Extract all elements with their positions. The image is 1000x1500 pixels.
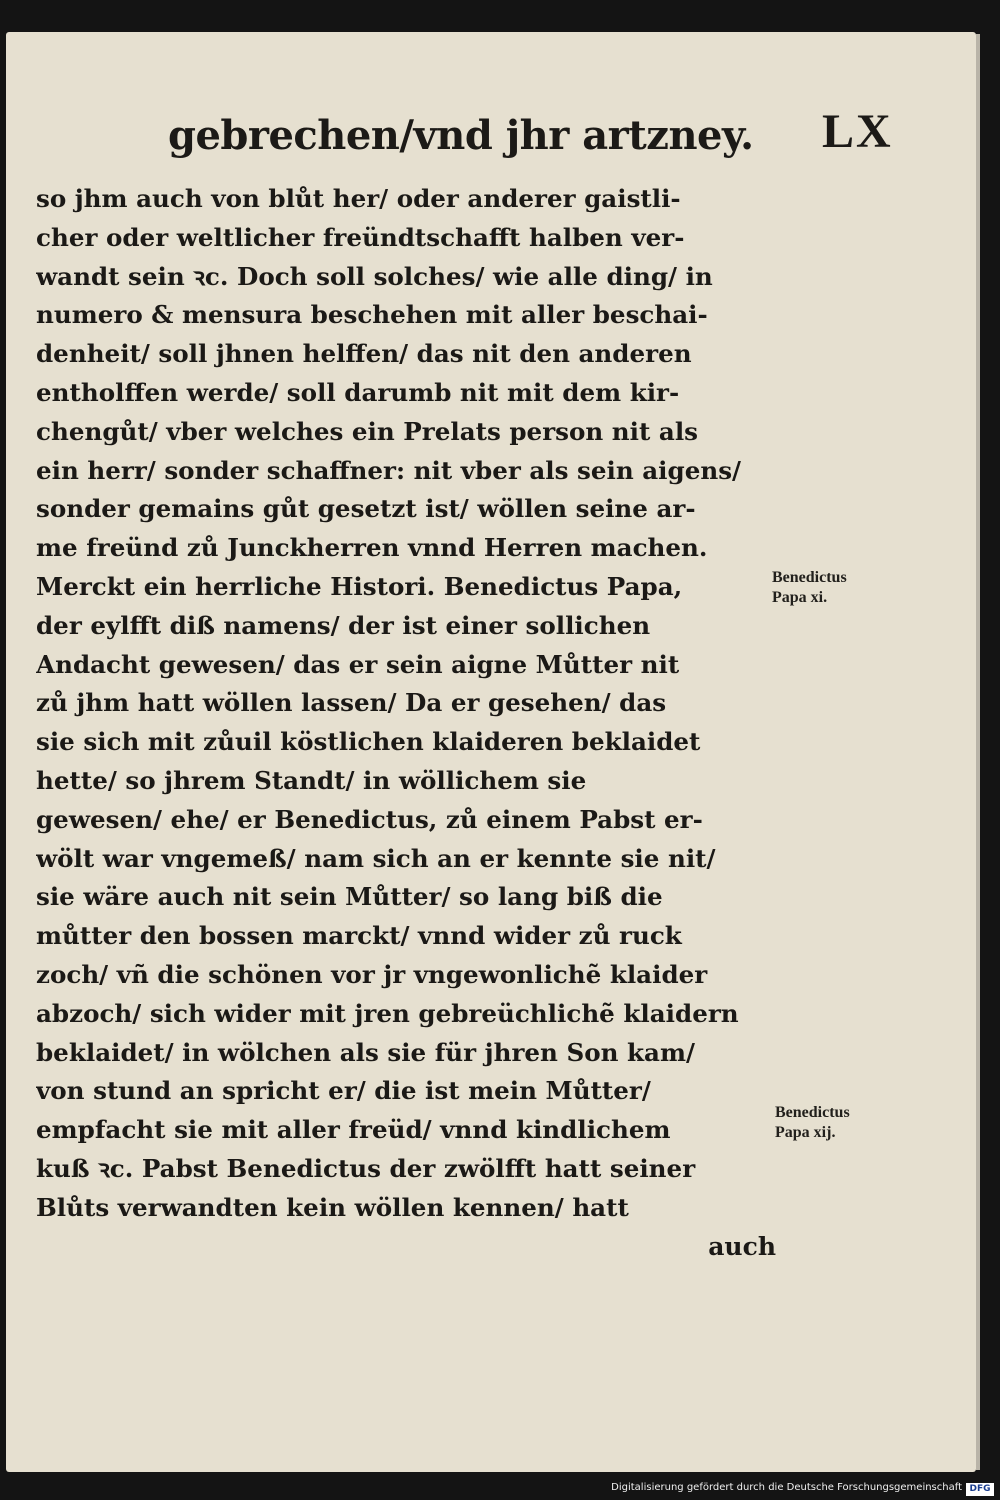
text-line: kuß ꝛc. Pabst Benedictus der zwölfft hatt seiner [36, 1153, 696, 1183]
text-line: so jhm auch von blůt her/ oder anderer gaistli- [36, 184, 681, 213]
text-line: sonder gemains gůt gesetzt ist/ wöllen seine ar- [36, 494, 696, 524]
footer-bar [0, 1480, 1000, 1500]
text-line: Andacht gewesen/ das er sein aigne Můtter nit [36, 649, 680, 679]
text-line: wandt sein ꝛc. Doch soll solches/ wie alle ding/ in [36, 261, 713, 291]
margin-note-line: Benedictus [775, 1104, 850, 1121]
text-line: gewesen/ ehe/ er Benedictus, zů einem Pabst er- [36, 804, 703, 834]
margin-note [775, 1103, 850, 1143]
text-line: beklaidet/ in wölchen als sie für jhren Son kam/ [36, 1037, 695, 1067]
margin-note-line: Papa xij. [775, 1124, 836, 1141]
margin-note-line: Papa xi. [772, 589, 828, 606]
text-line: abzoch/ sich wider mit jren gebreüchlichẽ klaidern [36, 998, 739, 1028]
text-line: zoch/ vñ die schönen vor jr vngewonlichẽ klaider [36, 959, 708, 989]
text-line: me freünd zů Junckherren vnnd Herren machen. [36, 533, 708, 563]
text-line: von stund an spricht er/ die ist mein Můtter/ [36, 1076, 651, 1106]
text-line: ein herr/ sonder schaffner: nit vber als sein aigens/ [36, 455, 742, 485]
body-text [36, 180, 776, 1266]
page-edge [976, 34, 980, 1470]
margin-note-line: Benedictus [772, 569, 847, 586]
running-header: gebrechen/vnd jhr artzney. [168, 112, 754, 159]
text-line: chengůt/ vber welches ein Prelats person nit als [36, 416, 699, 446]
text-line: numero & mensura beschehen mit aller beschai- [36, 300, 708, 330]
text-line: zů jhm hatt wöllen lassen/ Da er gesehen/ das [36, 688, 667, 718]
text-line: entholffen werde/ soll darumb nit mit dem kir- [36, 377, 680, 407]
folio-number: LX [822, 105, 893, 158]
text-line: Merckt ein herrliche Histori. Benedictus Papa, [36, 571, 683, 601]
text-line: denheit/ soll jhnen helffen/ das nit den anderen [36, 339, 692, 369]
text-line: sie sich mit zůuil köstlichen klaideren beklaidet [36, 727, 701, 757]
text-line: der eylfft diß namens/ der ist einer sollichen [36, 610, 651, 640]
margin-note [772, 568, 847, 608]
funding-credit: Digitalisierung gefördert durch die Deutsche Forschungsgemeinschaft [611, 1482, 962, 1493]
text-line: cher oder weltlicher freündtschafft halben ver- [36, 222, 685, 252]
text-line: empfacht sie mit aller freüd/ vnnd kindlichem [36, 1115, 671, 1145]
text-line: hette/ so jhrem Standt/ in wöllichem sie [36, 765, 587, 795]
text-line: wölt war vngemeß/ nam sich an er kennte sie nit/ [36, 843, 716, 873]
dfg-logo: DFG [966, 1483, 994, 1496]
text-line: sie wäre auch nit sein Můtter/ so lang biß die [36, 882, 663, 912]
text-line: Blůts verwandten kein wöllen kennen/ hatt [36, 1192, 629, 1222]
catchword: auch [708, 1231, 776, 1261]
text-line: můtter den bossen marckt/ vnnd wider zů ruck [36, 921, 682, 951]
